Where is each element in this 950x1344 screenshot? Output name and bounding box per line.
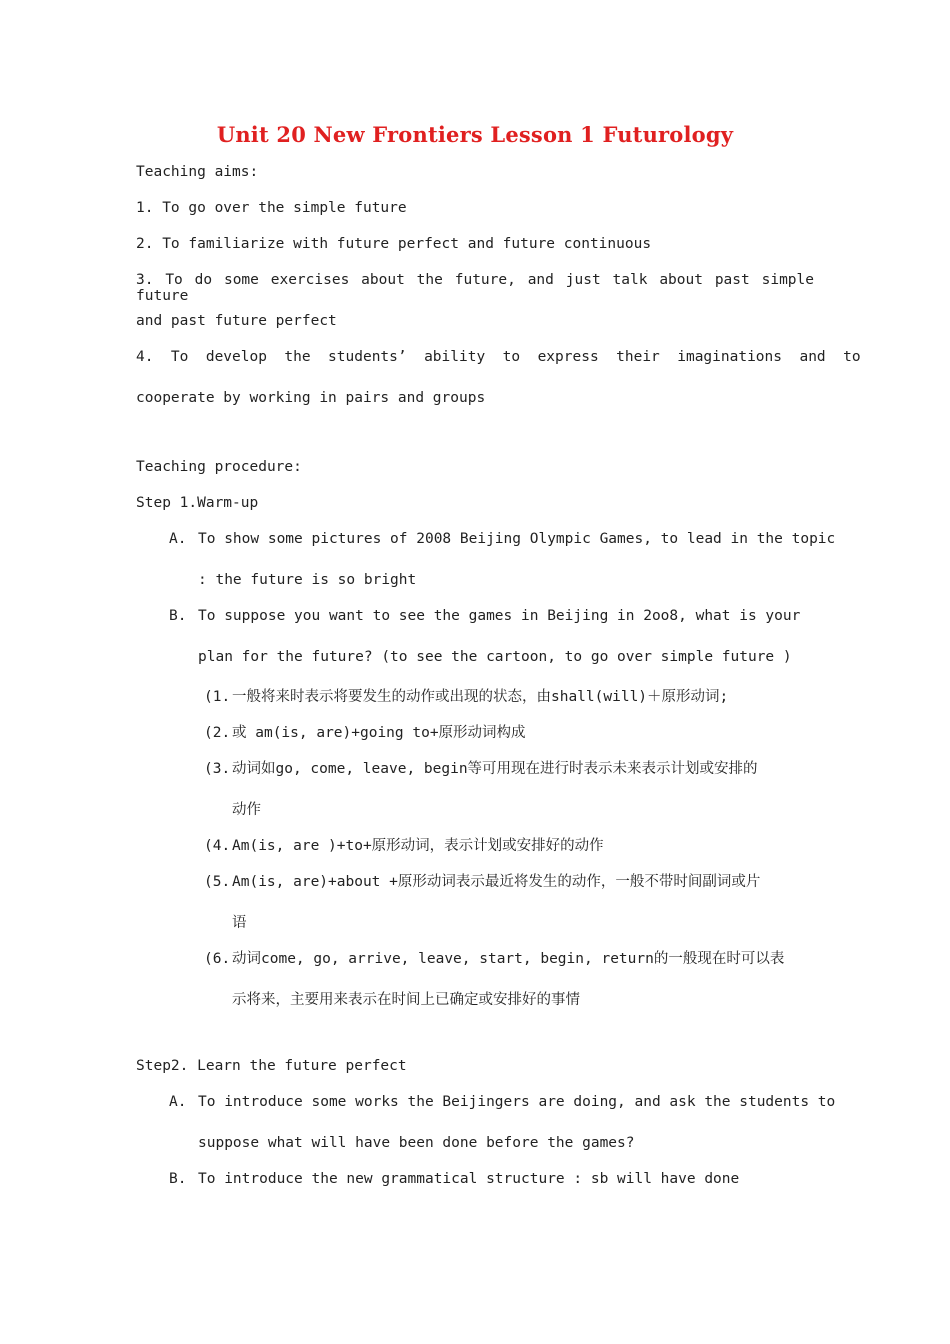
grammar-point-6-cont: 示将来，主要用来表示在时间上已确定或安排好的事情 xyxy=(232,992,580,1008)
procedure-heading: Teaching procedure: xyxy=(136,459,302,475)
item-marker: B. xyxy=(169,608,187,624)
aim-item-2: 2. To familiarize with future perfect and future continuous xyxy=(136,236,652,252)
point-marker: (1. xyxy=(204,689,231,705)
point-marker: (6. xyxy=(204,951,231,967)
grammar-point-text: 动词come, go, arrive, leave, start, begin, return的一般现在时可以表 xyxy=(232,951,785,967)
step1-item-a-cont: : the future is so bright xyxy=(198,572,417,588)
step1-item-a xyxy=(169,531,836,547)
step1-item-b xyxy=(169,608,814,624)
item-marker: B. xyxy=(169,1171,187,1187)
step1-item-b-text: To suppose you want to see the games in Beijing in 2oo8, what is your xyxy=(198,608,801,624)
grammar-point-3 xyxy=(204,757,814,778)
point-marker: (3. xyxy=(204,761,231,777)
grammar-point-text: Am(is, are)+about +原形动词表示最近将发生的动作，一般不带时间副词或片 xyxy=(232,874,761,890)
step2-item-a-text: To introduce some works the Beijingers are doing, and ask the students to xyxy=(198,1094,836,1110)
step2-item-b xyxy=(169,1171,814,1187)
grammar-point-text: 动词如go, come, leave, begin等可用现在进行时表示未来表示计划或安排的 xyxy=(232,761,758,777)
grammar-point-text: Am(is, are )+to+原形动词，表示计划或安排好的动作 xyxy=(232,838,604,854)
grammar-point-1 xyxy=(204,685,814,706)
grammar-point-4 xyxy=(204,834,814,855)
step1-heading: Step 1.Warm-up xyxy=(136,495,259,511)
grammar-point-5 xyxy=(204,870,814,891)
document-title: Unit 20 New Frontiers Lesson 1 Futurology xyxy=(216,122,734,147)
step2-item-a xyxy=(169,1094,836,1110)
step2-item-a-cont: suppose what will have been done before the games? xyxy=(198,1135,635,1151)
grammar-point-text: 或 am(is, are)+going to+原形动词构成 xyxy=(232,725,526,741)
aim-item-4-cont: cooperate by working in pairs and groups xyxy=(136,390,486,406)
grammar-point-2 xyxy=(204,721,814,742)
step2-heading: Step2. Learn the future perfect xyxy=(136,1058,407,1074)
step2-item-b-text: To introduce the new grammatical structure : sb will have done xyxy=(198,1171,740,1187)
item-marker: A. xyxy=(169,1094,187,1110)
step1-item-b-cont: plan for the future? (to see the cartoon, to go over simple future ) xyxy=(198,649,792,665)
point-marker: (4. xyxy=(204,838,231,854)
grammar-point-5-cont: 语 xyxy=(232,915,247,931)
item-marker: A. xyxy=(169,531,187,547)
grammar-point-6 xyxy=(204,947,814,968)
aim-item-3: 3. To do some exercises about the future, and just talk about past simple future xyxy=(136,272,814,304)
step1-item-a-text: To show some pictures of 2008 Beijing Olympic Games, to lead in the topic xyxy=(198,531,836,547)
aim-item-1: 1. To go over the simple future xyxy=(136,200,407,216)
grammar-point-3-cont: 动作 xyxy=(232,802,261,818)
aim-item-3-cont: and past future perfect xyxy=(136,313,337,329)
point-marker: (2. xyxy=(204,725,231,741)
aims-heading: Teaching aims: xyxy=(136,164,259,180)
point-marker: (5. xyxy=(204,874,231,890)
aim-item-4: 4. To develop the students’ ability to express their imaginations and to xyxy=(136,349,861,365)
grammar-point-text: 一般将来时表示将要发生的动作或出现的状态，由shall(will)＋原形动词; xyxy=(232,689,729,705)
